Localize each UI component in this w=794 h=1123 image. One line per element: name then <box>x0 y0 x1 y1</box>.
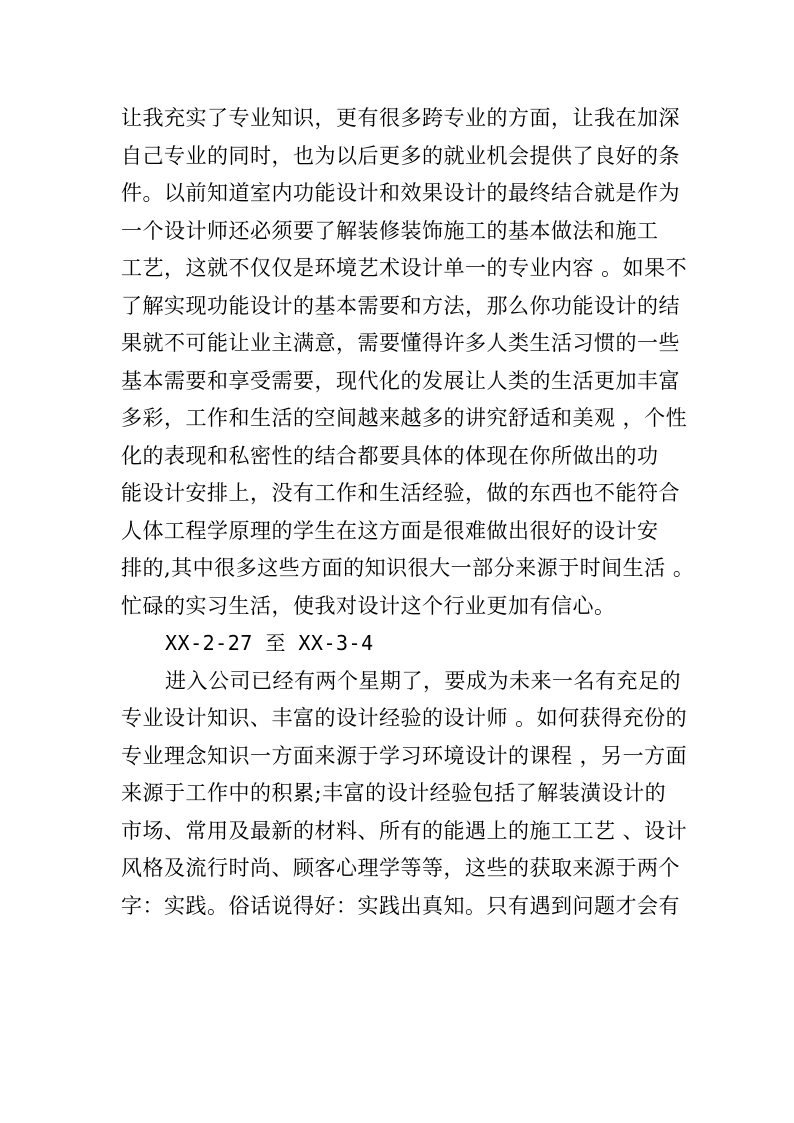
paragraph-line: 忙碌的实习生活，使我对设计这个行业更加有信心。 <box>121 593 616 618</box>
date-heading: XX-2-27 至 XX-3-4 <box>165 631 374 655</box>
paragraph-line: 能设计安排上，没有工作和生活经验，做的东西也不能符合 <box>121 481 680 505</box>
paragraph-line: 自己专业的同时，也为以后更多的就业机会提供了良好的条 <box>121 143 680 168</box>
paragraph-line: 化的表现和私密性的结合都要具体的体现在你所做出的功 <box>121 443 659 468</box>
paragraph-line: 多彩，工作和生活的空间越来越多的讲究舒适和美观 ，个性 <box>121 406 688 430</box>
paragraph-line: 工艺，这就不仅仅是环境艺术设计单一的专业内容 。如果不 <box>121 256 688 280</box>
paragraph-line: 市场、常用及最新的材料、所有的能遇上的施工工艺 、设计 <box>121 818 688 843</box>
paragraph-line: 进入公司已经有两个星期了，要成为未来一名有充足的 <box>165 668 681 693</box>
paragraph-line: 件。以前知道室内功能设计和效果设计的最终结合就是作为 <box>121 181 680 205</box>
paragraph-line: 风格及流行时尚、顾客心理学等等，这些的获取来源于两个 <box>121 856 680 880</box>
paragraph-line: 让我充实了专业知识，更有很多跨专业的方面，让我在加深 <box>121 106 680 130</box>
paragraph-line: 一个设计师还必须要了解装修装饰施工的基本做法和施工 <box>121 218 659 243</box>
paragraph-line: 人体工程学原理的学生在这方面是很难做出很好的设计安 <box>121 518 659 543</box>
paragraph-line: 专业设计知识、丰富的设计经验的设计师 。如何获得充份的 <box>121 706 688 730</box>
paragraph-line: 了解实现功能设计的基本需要和方法，那么你功能设计的结 <box>121 293 680 318</box>
paragraph-line: 基本需要和享受需要，现代化的发展让人类的生活更加丰富 <box>121 368 680 393</box>
paragraph-line: 来源于工作中的积累;丰富的设计经验包括了解装潢设计的 <box>121 781 667 805</box>
paragraph-line: 果就不可能让业主满意，需要懂得许多人类生活习惯的一些 <box>121 331 680 355</box>
document-body <box>121 100 695 925</box>
paragraph-line: 字：实践。俗话说得好：实践出真知。只有遇到问题才会有 <box>121 893 680 918</box>
paragraph-line: 专业理念知识一方面来源于学习环境设计的课程 ，另一方面 <box>121 743 688 768</box>
paragraph-line: 排的,其中很多这些方面的知识很大一部分来源于时间生活 。 <box>121 556 695 580</box>
